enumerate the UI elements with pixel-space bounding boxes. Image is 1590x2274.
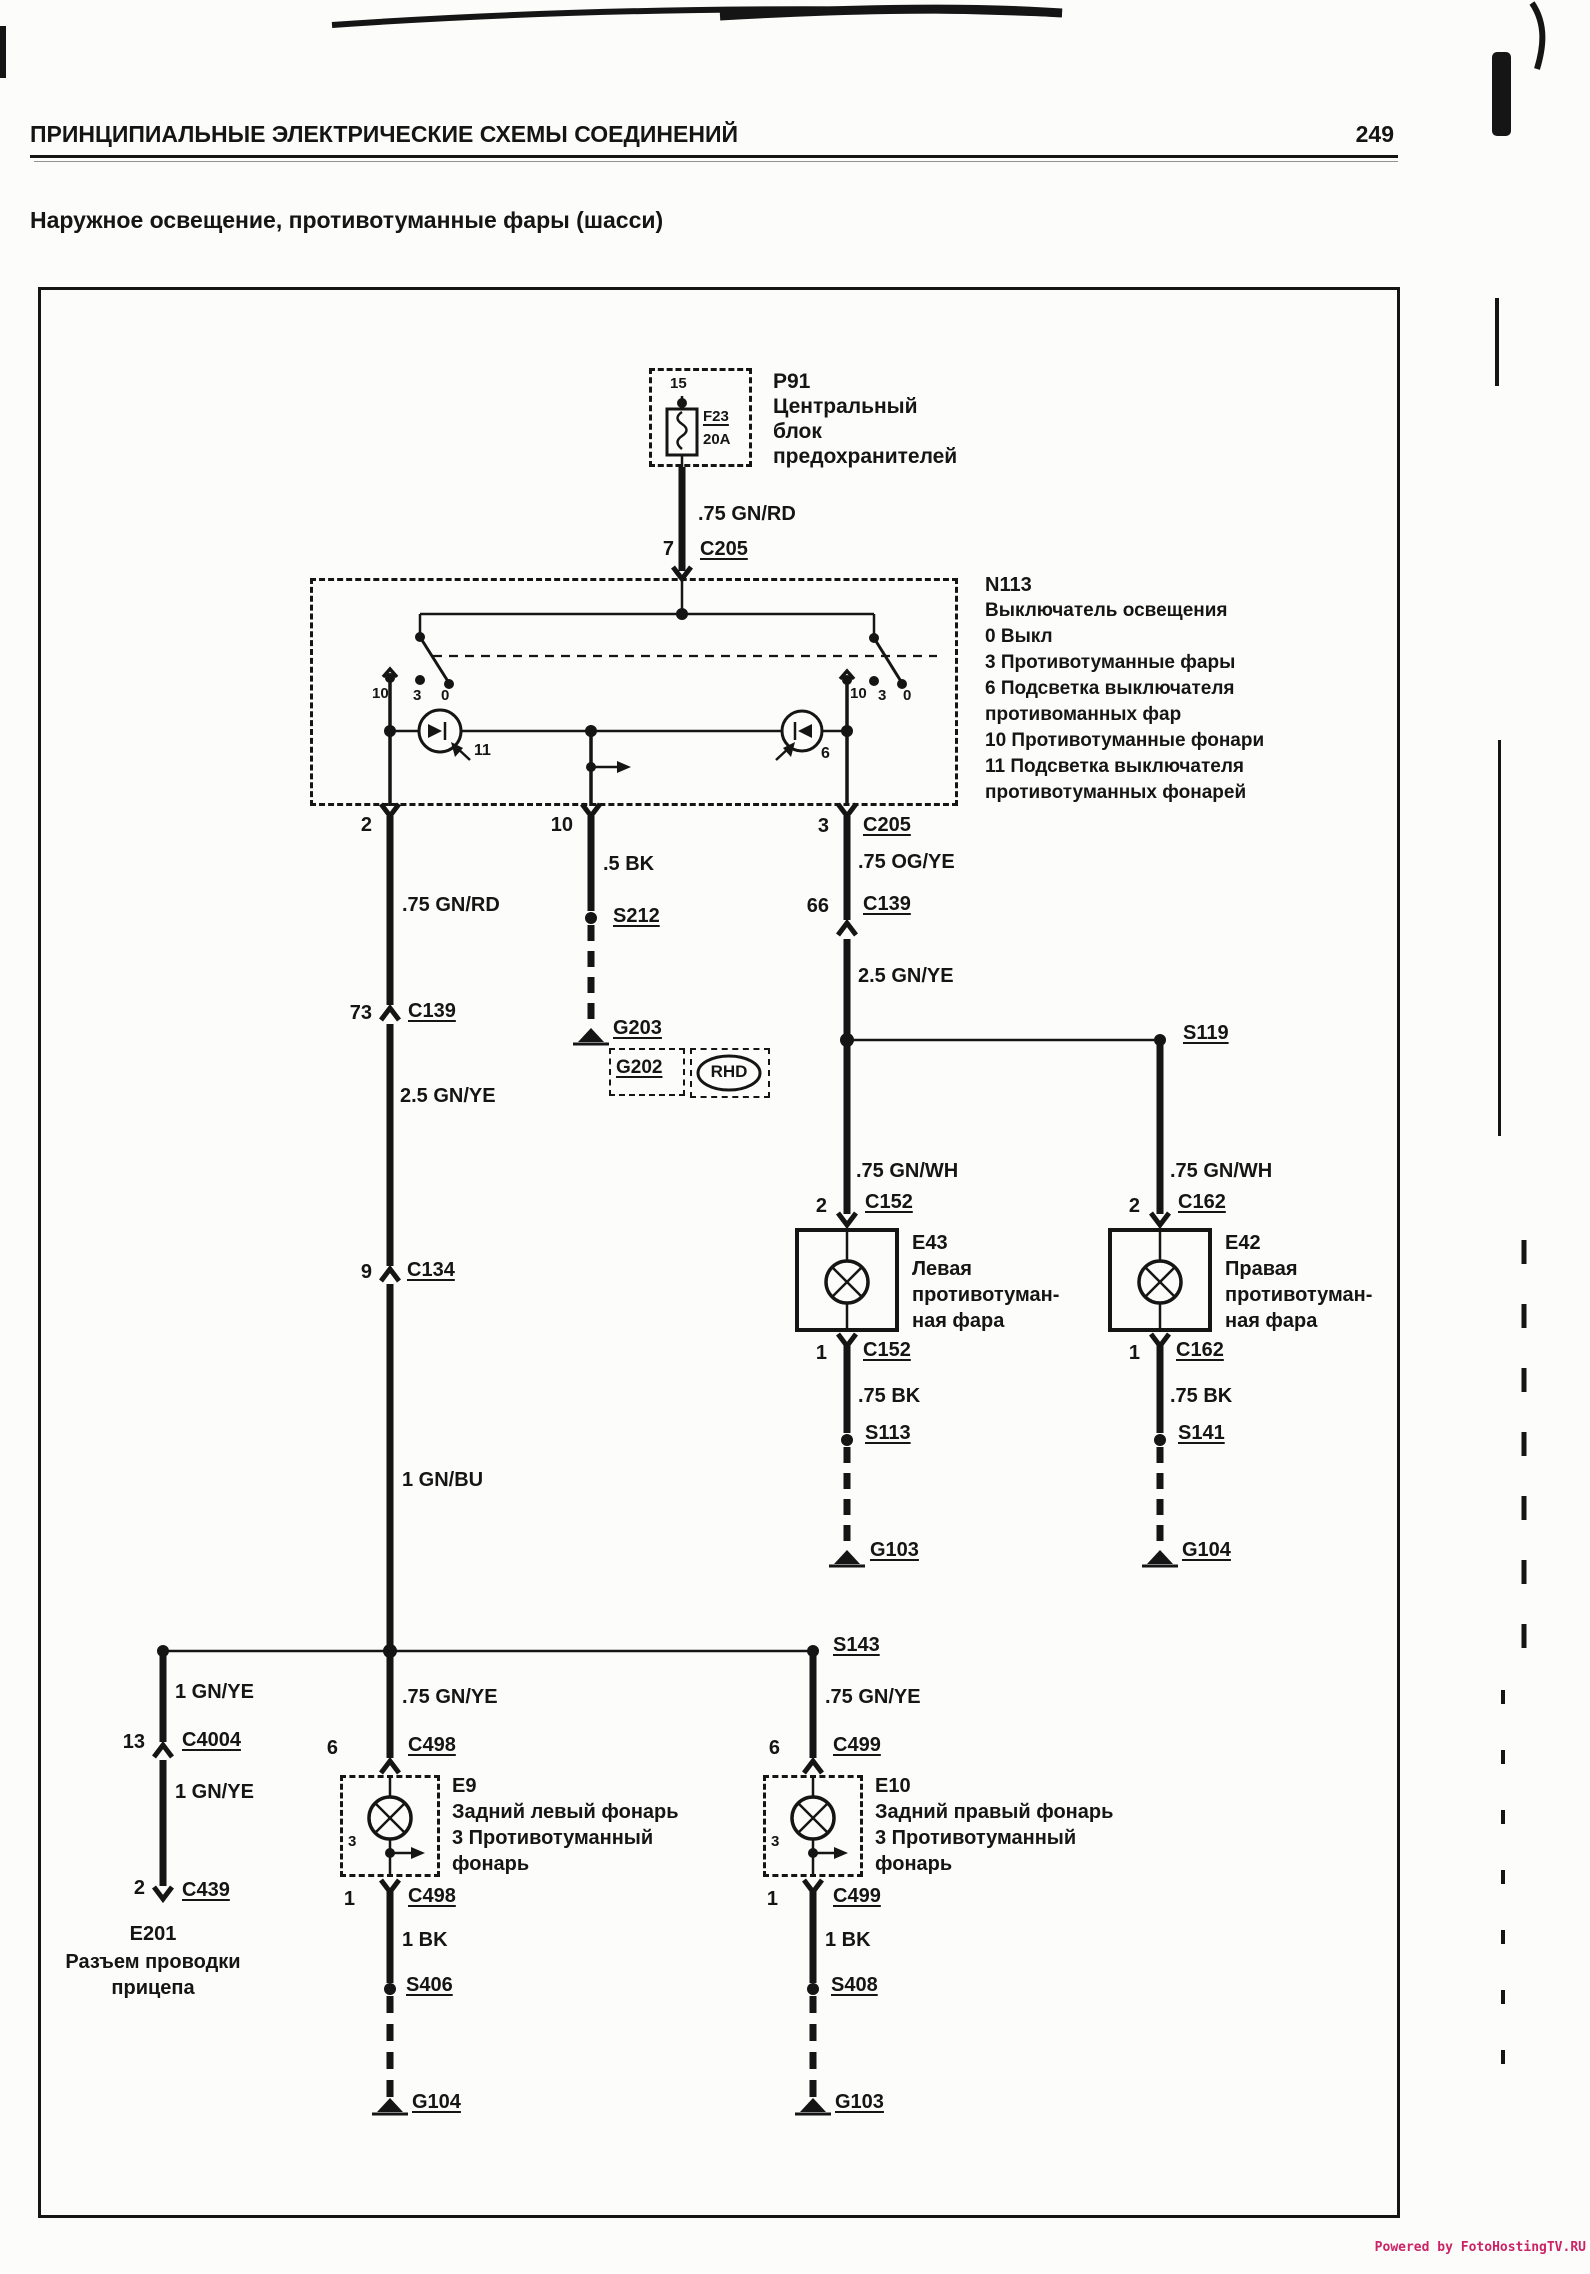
switch-position: 3 — [413, 687, 422, 704]
wire-label: .75 GN/RD — [698, 503, 796, 525]
diagram-subtitle: Наружное освещение, противотуманные фары (шасси) — [30, 207, 664, 233]
connector-label: C499 — [833, 1734, 881, 1756]
splice-label: S408 — [831, 1974, 878, 1996]
n113-desc-line: 3 Противотуманные фары — [985, 652, 1236, 673]
e43-desc-line: ная фара — [912, 1310, 1005, 1332]
pin-number: 7 — [662, 538, 674, 560]
wire-label: .5 BK — [603, 853, 655, 875]
e10-desc-line: Задний правый фонарь — [875, 1801, 1114, 1823]
splice-label: S141 — [1178, 1422, 1225, 1444]
e10-id: E10 — [875, 1775, 911, 1797]
wire-label: .75 GN/YE — [825, 1686, 921, 1708]
connector-label: C498 — [408, 1885, 456, 1907]
wire-label: .75 BK — [1170, 1385, 1233, 1407]
n113-desc-line: Выключатель освещения — [985, 600, 1228, 621]
splice-label: S406 — [406, 1974, 453, 1996]
wire-label: 1 BK — [402, 1929, 448, 1951]
wire-label: .75 GN/RD — [402, 894, 500, 916]
fuse-f23-symbol — [667, 396, 697, 467]
p91-pin-top: 15 — [670, 375, 687, 392]
pin-number: 1 — [343, 1888, 355, 1910]
e42-desc-line: ная фара — [1225, 1310, 1318, 1332]
connector-label: C205 — [863, 814, 911, 836]
connector-label: C152 — [863, 1339, 911, 1361]
wire-label: .75 GN/YE — [402, 1686, 498, 1708]
wire-label: 2.5 GN/YE — [858, 965, 954, 987]
pin-number: 9 — [360, 1261, 372, 1283]
fog-lamp-right-symbol — [1139, 1040, 1181, 1566]
ground-label: G103 — [835, 2091, 884, 2113]
n113-desc-line: противоманных фар — [985, 704, 1182, 725]
connector-label: C139 — [863, 893, 911, 915]
p91-id: P91 — [773, 370, 811, 393]
junction-rail — [157, 1645, 819, 1657]
connector-label: C498 — [408, 1734, 456, 1756]
wire-pin10-branch — [573, 816, 609, 1044]
switch-position: 3 — [878, 687, 887, 704]
e9-desc-line: фонарь — [452, 1853, 530, 1875]
connector-label: C162 — [1176, 1339, 1224, 1361]
pin-number: 1 — [1128, 1342, 1140, 1364]
page-number: 249 — [1355, 121, 1394, 147]
rear-lamp-right-symbol — [792, 1651, 848, 2114]
trailer-branch — [154, 1651, 172, 1899]
pin-number: 1 — [766, 1888, 778, 1910]
pin-number: 2 — [360, 814, 372, 836]
n113-desc-line: 10 Противотуманные фонари — [985, 730, 1265, 751]
wire-label: .75 BK — [858, 1385, 921, 1407]
wire-pin2-branch — [381, 816, 399, 1758]
pin-number: 66 — [806, 895, 829, 917]
splice-label: S119 — [1183, 1022, 1229, 1044]
e43-id: E43 — [912, 1232, 948, 1254]
switch-position: 10 — [372, 685, 389, 702]
splice-label: S143 — [833, 1634, 880, 1656]
n113-desc-line: 11 Подсветка выключателя — [985, 756, 1245, 777]
lamp-pin: 3 — [771, 1833, 780, 1850]
page-title: ПРИНЦИПИАЛЬНЫЕ ЭЛЕКТРИЧЕСКИЕ СХЕМЫ СОЕДИНЕНИЙ — [30, 121, 739, 147]
e201-id: E201 — [129, 1923, 177, 1945]
connector-label: C134 — [407, 1259, 455, 1281]
splice-label: S113 — [865, 1422, 911, 1444]
connector-label: C205 — [700, 538, 748, 560]
n113-desc-line: 6 Подсветка выключателя — [985, 678, 1235, 699]
n113-desc-line: 0 Выкл — [985, 626, 1053, 647]
e43-desc-line: Левая — [912, 1258, 972, 1280]
wire-label: 1 GN/YE — [175, 1781, 254, 1803]
connector-label: C162 — [1178, 1191, 1226, 1213]
ground-label: G104 — [1182, 1539, 1231, 1561]
switch-position: 0 — [441, 687, 450, 704]
ground-label: G104 — [412, 2091, 461, 2113]
e9-id: E9 — [452, 1775, 477, 1797]
connector-label: C152 — [865, 1191, 913, 1213]
lamp-pin: 6 — [821, 745, 830, 762]
pin-number: 2 — [1128, 1195, 1140, 1217]
connector-label: C439 — [182, 1879, 230, 1901]
pin-number: 2 — [133, 1877, 145, 1899]
ground-label: G203 — [613, 1017, 662, 1039]
wire-label: .75 GN/WH — [1170, 1160, 1273, 1182]
pin-number: 6 — [326, 1737, 338, 1759]
e201-desc-line: прицепа — [111, 1977, 195, 1999]
pin-number: 10 — [550, 814, 573, 836]
pin-number: 3 — [817, 815, 829, 837]
watermark: Powered by FotoHostingTV.RU — [1374, 2240, 1586, 2255]
p91-desc-line: Центральный — [773, 395, 918, 418]
n113-id: N113 — [985, 574, 1032, 596]
switch-position: 0 — [903, 687, 912, 704]
p91-fuse-name: F23 — [703, 408, 729, 425]
switch-position: 10 — [850, 685, 867, 702]
wire-c205-feed — [673, 467, 691, 614]
n113-illumination-lamps — [384, 710, 853, 773]
wire-label: 1 BK — [825, 1929, 871, 1951]
e42-desc-line: Правая — [1225, 1258, 1298, 1280]
ground-label: G103 — [870, 1539, 919, 1561]
e201-desc-line: Разъем проводки — [65, 1951, 241, 1973]
connector-label: C139 — [408, 1000, 456, 1022]
p91-desc-line: блок — [773, 420, 822, 443]
connector-label: C4004 — [182, 1729, 241, 1751]
p91-desc-line: предохранителей — [773, 445, 958, 468]
e10-desc-line: 3 Противотуманный — [875, 1827, 1077, 1849]
e42-desc-line: противотуман- — [1225, 1284, 1373, 1306]
lamp-pin: 3 — [348, 1833, 357, 1850]
e43-desc-line: противотуман- — [912, 1284, 1060, 1306]
wire-label: 1 GN/BU — [402, 1469, 484, 1491]
ground-label: G202 — [616, 1057, 663, 1078]
wire-label: .75 GN/WH — [856, 1160, 959, 1182]
pin-number: 6 — [768, 1737, 780, 1759]
n113-switch-symbol — [383, 608, 937, 806]
pin-number: 13 — [122, 1731, 145, 1753]
pin-number: 73 — [349, 1002, 372, 1024]
e9-desc-line: Задний левый фонарь — [452, 1801, 679, 1823]
pin-number: 1 — [815, 1342, 827, 1364]
wire-label: 2.5 GN/YE — [400, 1085, 496, 1107]
wire-pin3-branch — [838, 816, 1166, 1214]
connector-label: C499 — [833, 1885, 881, 1907]
wire-label: 1 GN/YE — [175, 1681, 254, 1703]
e9-desc-line: 3 Противотуманный — [452, 1827, 654, 1849]
n113-desc-line: противотуманных фонарей — [985, 782, 1247, 803]
e10-desc-line: фонарь — [875, 1853, 953, 1875]
e42-id: E42 — [1225, 1232, 1261, 1254]
p91-fuse-rating: 20A — [703, 431, 731, 448]
lamp-pin: 11 — [474, 742, 491, 759]
pin-number: 2 — [815, 1195, 827, 1217]
wire-label: .75 OG/YE — [858, 851, 955, 873]
rhd-badge: RHD — [710, 1062, 748, 1081]
n113-pin-arrows — [381, 804, 856, 816]
splice-label: S212 — [613, 905, 660, 927]
